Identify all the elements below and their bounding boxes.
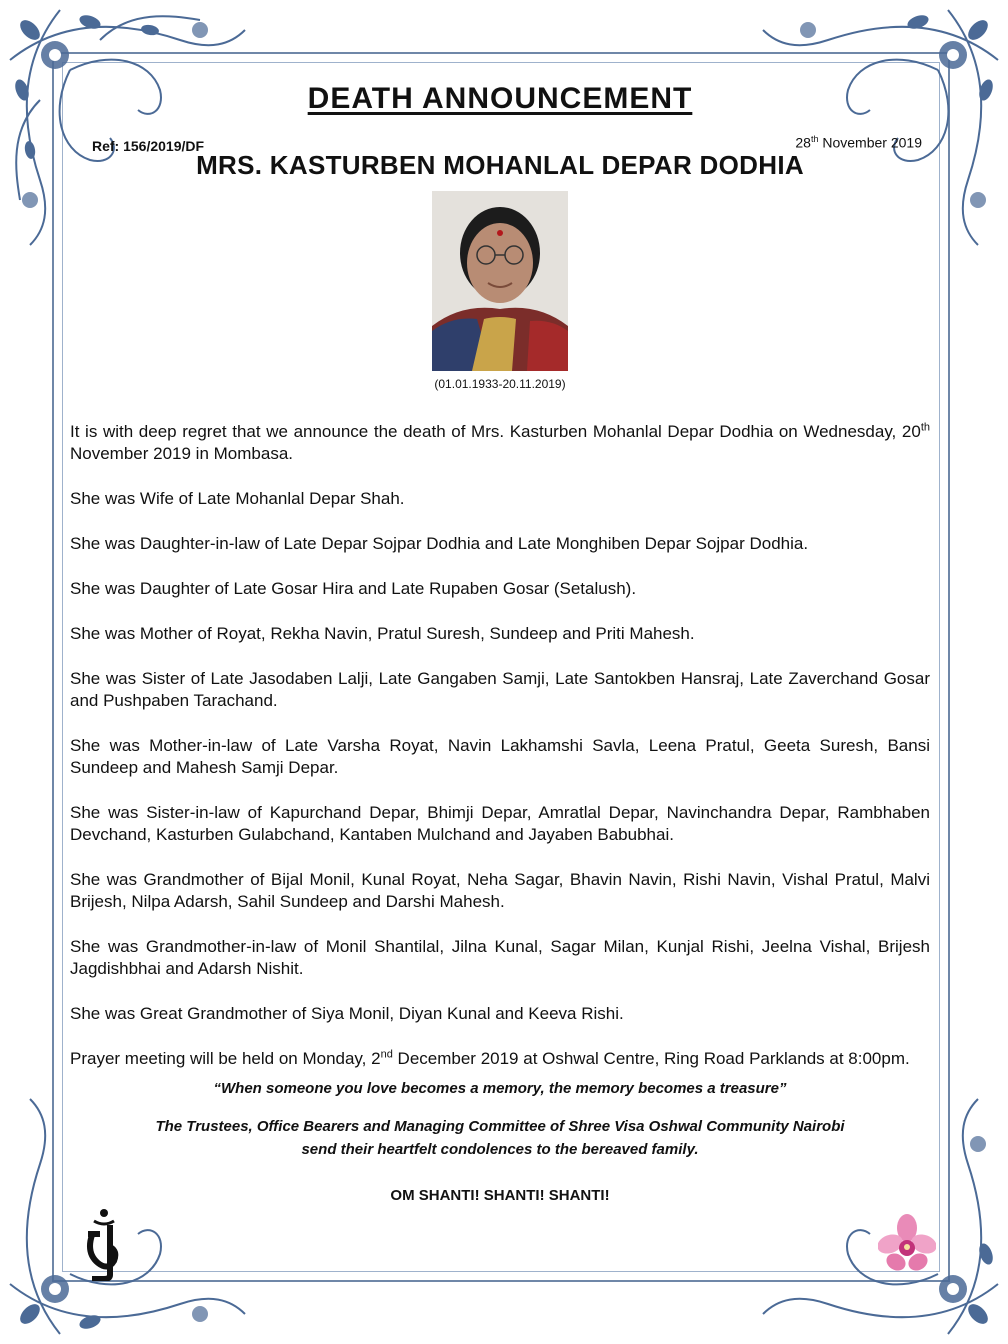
announcement-content (70, 78, 930, 1204)
orchid-flower-icon (878, 1214, 936, 1276)
om-shanti-text: OM SHANTI! SHANTI! SHANTI! (390, 1187, 610, 1204)
announcement-date: 28th November 2019 (795, 134, 922, 151)
reference-number: Ref: 156/2019/DF (92, 138, 205, 154)
condolence-message (70, 1115, 930, 1161)
announcement-body (70, 421, 930, 1070)
paragraph-grandmother: She was Grandmother of Bijal Monil, Kunal Royat, Neha Sagar, Bhavin Navin, Rishi Navin, Vishal Pratul, Malvi Brijesh, Nilpa Adarsh, Sahil Sundeep and Darshi Mahesh. (70, 870, 930, 911)
paragraph-daughter-in-law: She was Daughter-in-law of Late Depar Sojpar Dodhia and Late Monghiben Depar Sojpar Dodhia. (70, 534, 809, 553)
portrait-wrapper (70, 191, 930, 371)
ref-date-row (70, 130, 930, 156)
memorial-quote: “When someone you love becomes a memory, the memory becomes a treasure” (213, 1080, 787, 1097)
page-title: DEATH ANNOUNCEMENT (307, 82, 693, 115)
paragraph-prayer-meeting: Prayer meeting will be held on Monday, 2nd December 2019 at Oshwal Centre, Ring Road Parklands at 8:00pm. (70, 1048, 910, 1068)
portrait-photo (432, 191, 568, 371)
condolence-line-2: send their heartfelt condolences to the bereaved family. (301, 1141, 699, 1158)
paragraph-wife: She was Wife of Late Mohanlal Depar Shah. (70, 489, 405, 508)
jain-symbol-icon (84, 1205, 124, 1281)
paragraph-sister-in-law: She was Sister-in-law of Kapurchand Depar, Bhimji Depar, Amratlal Depar, Navinchandra Depar, Rambhaben Devchand, Kasturben Gulabchand, Kantaben Mulchand and Jayaben Babubhai. (70, 803, 930, 844)
deceased-name: MRS. KASTURBEN MOHANLAL DEPAR DODHIA (196, 150, 804, 180)
paragraph-death-notice: It is with deep regret that we announce the death of Mrs. Kasturben Mohanlal Depar Dodhia on Wednesday, 20th November 2019 in Mombasa. (70, 421, 930, 463)
paragraph-grandmother-in-law: She was Grandmother-in-law of Monil Shantilal, Jilna Kunal, Sagar Milan, Kunjal Rishi, Jeelna Vishal, Brijesh Jagdishbhai and Adarsh Nishit. (70, 937, 930, 978)
life-dates: (01.01.1933-20.11.2019) (434, 377, 566, 391)
paragraph-mother-in-law: She was Mother-in-law of Late Varsha Royat, Navin Lakhamshi Savla, Leena Pratul, Geeta Suresh, Bansi Sundeep and Mahesh Samji Depar. (70, 736, 930, 777)
paragraph-sister: She was Sister of Late Jasodaben Lalji, Late Gangaben Samji, Late Santokben Hansraj, Late Zaverchand Gosar and Pushpaben Tarachand. (70, 669, 930, 710)
paragraph-daughter: She was Daughter of Late Gosar Hira and Late Rupaben Gosar (Setalush). (70, 579, 637, 598)
paragraph-mother: She was Mother of Royat, Rekha Navin, Pratul Suresh, Sundeep and Priti Mahesh. (70, 624, 695, 643)
condolence-line-1: The Trustees, Office Bearers and Managing Committee of Shree Visa Oshwal Community Nairobi (155, 1118, 845, 1135)
paragraph-great-grandmother: She was Great Grandmother of Siya Monil, Diyan Kunal and Keeva Rishi. (70, 1004, 624, 1023)
